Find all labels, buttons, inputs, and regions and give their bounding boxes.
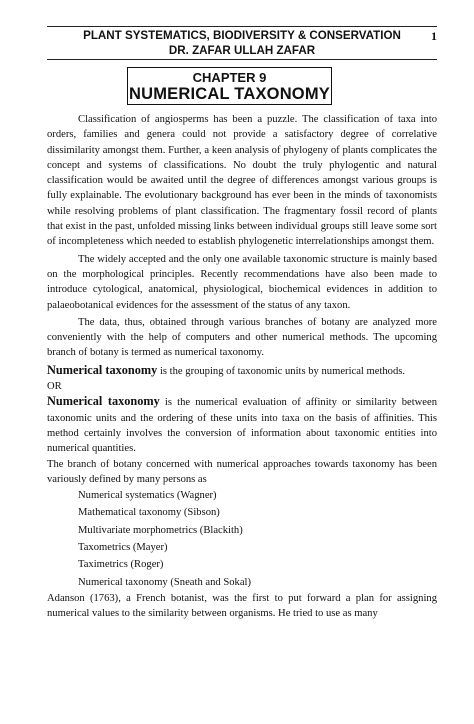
chapter-title: NUMERICAL TAXONOMY xyxy=(129,85,330,103)
list-item: Taxometrics (Mayer) xyxy=(78,542,168,554)
body-text xyxy=(47,112,437,622)
paragraph-definitions-intro: The branch of botany concerned with numerical approaches towards taxonomy has been variously defined by many persons as xyxy=(47,458,437,485)
definition-1-term: Numerical taxonomy xyxy=(47,362,158,377)
definition-2 xyxy=(47,394,437,456)
or-separator: OR xyxy=(47,381,62,393)
paragraph-data: The data, thus, obtained through various branches of botany are analyzed more conveniently with the help of computers and other numerical methods. The upcoming branch of botany is termed as numerical taxonomy. xyxy=(47,316,437,359)
synonym-list xyxy=(47,487,437,591)
chapter-label: CHAPTER 9 xyxy=(192,70,267,85)
definition-2-text: is the numerical evaluation of affinity or similarity between taxonomic units and the ordering of these units into taxa on the basis of affinities. This method certainly involves the conversion of information about taxonomic entities into numerical quantities. xyxy=(47,397,437,455)
paragraph-morphology: The widely accepted and the only one available taxonomic structure is mainly based on the morphological principles. Recently recommendations have also been made to introduce cytological, anatomical, physiological, biochemical evidences in addition to palaeobotanical evidences for the assessment of the status of any taxon. xyxy=(47,253,437,311)
definition-1-text: is the grouping of taxonomic units by numerical methods. xyxy=(157,365,406,377)
definition-2-term: Numerical taxonomy xyxy=(47,394,160,409)
header-author: DR. ZAFAR ULLAH ZAFAR xyxy=(168,43,316,57)
paragraph-intro: Classification of angiosperms has been a puzzle. The classification of taxa into orders, families and genera could not provide a satisfactory degree of correlative dissimilarity amongst them. Further, a keen analysis of phylogeny of plants complicates the concept and systems of classifications. No doubt the truly phylogentic and natural classification would be awaited until the degree of differences amongst various groups is fully explainable. The evolutionary background has ever been in the minds of taxonomists while resolving problems of plant classification. The fragmentary fossil record of plants that exist in the past, unfolded missing links between individual groups still leave some sort of incompleteness which needed to establish phylogenetic interrelationships amongst them. xyxy=(47,114,437,248)
list-item: Multivariate morphometrics (Blackith) xyxy=(78,524,243,536)
list-item: Numerical taxonomy (Sneath and Sokal) xyxy=(78,576,251,588)
definition-1 xyxy=(47,363,437,379)
list-item: Mathematical taxonomy (Sibson) xyxy=(78,507,220,519)
list-item: Taximetrics (Roger) xyxy=(78,559,164,571)
running-header xyxy=(47,26,437,60)
page-number: 1 xyxy=(431,29,437,43)
header-book-title: PLANT SYSTEMATICS, BIODIVERSITY & CONSERVATION xyxy=(83,29,401,42)
chapter-heading-box xyxy=(127,67,332,105)
paragraph-adanson: Adanson (1763), a French botanist, was the first to put forward a plan for assigning numerical values to the similarity between organisms. He tried to use as many xyxy=(47,592,437,620)
list-item: Numerical systematics (Wagner) xyxy=(78,490,217,502)
